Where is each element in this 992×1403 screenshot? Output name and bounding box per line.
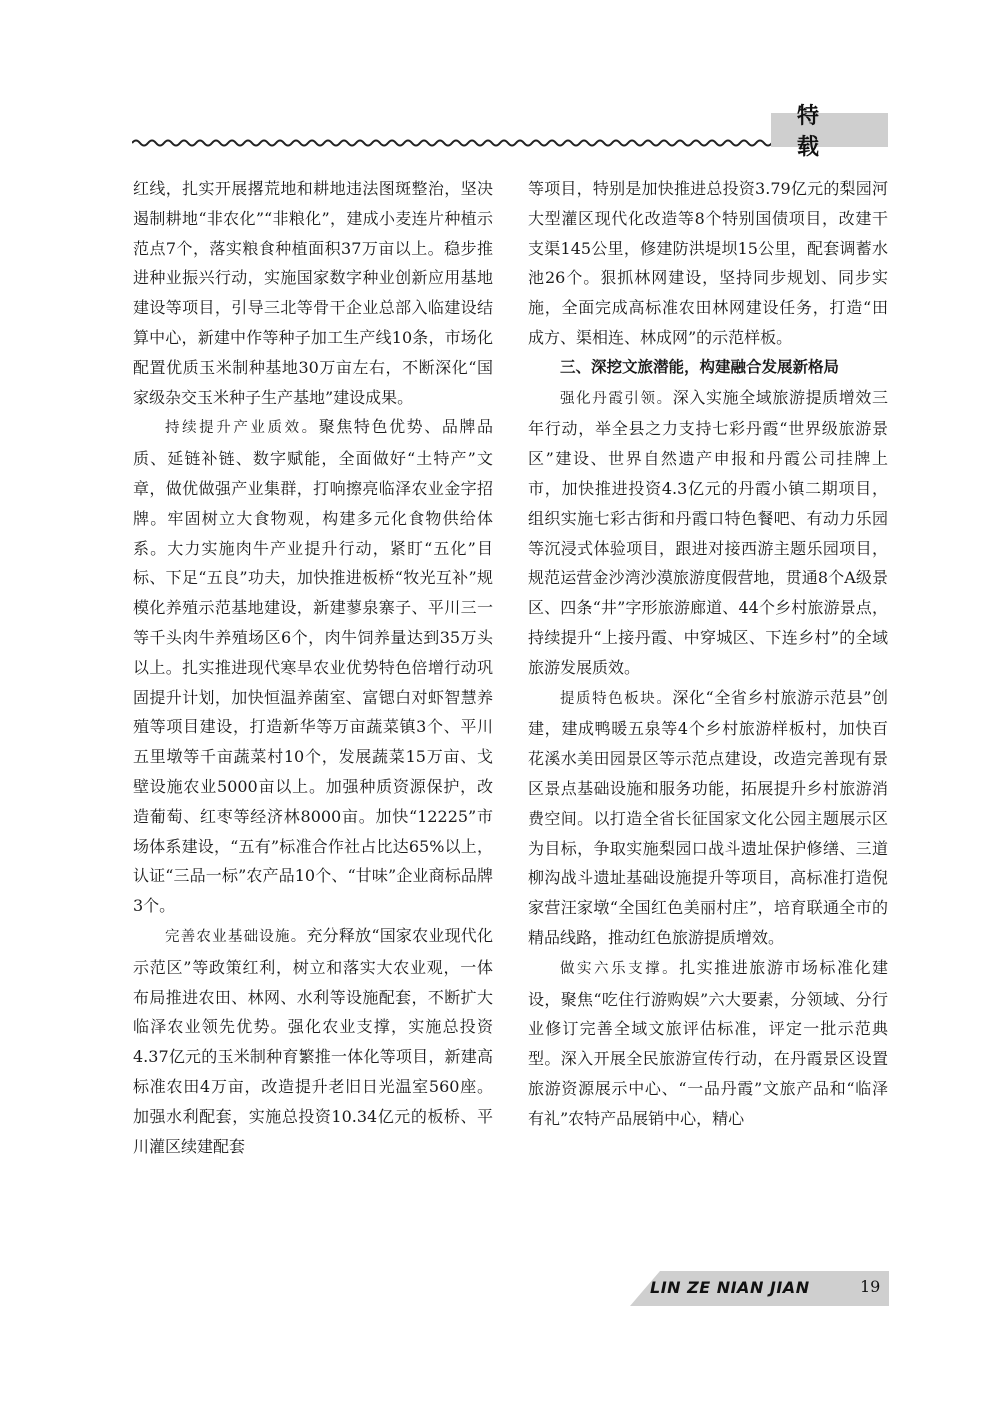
page-number: 19 xyxy=(860,1277,881,1296)
paragraph-lead: 强化丹霞引领。 xyxy=(560,390,673,407)
paragraph xyxy=(528,683,888,953)
paragraph-body: 充分释放“国家农业现代化示范区”等政策红利，树立和落实大农业观，一体布局推进农田、林网、水利等设施配套，不断扩大临泽农业领先优势。强化农业支撑，实施总投资4.37亿元的玉米制种育繁推一体化等项目，新建高标准农田4万亩，改造提升老旧日光温室560座。加强水利配套，实施总投资10.34亿元的板桥、平川灌区续建配套 xyxy=(133,925,494,1156)
paragraph-body: 扎实推进旅游市场标准化建设，聚焦“吃住行游购娱”六大要素，分领域、分行业修订完善全域文旅评估标准，评定一批示范典型。深入开展全民旅游宣传行动，在丹霞景区设置旅游资源展示中心、“一品丹霞”文旅产品和“临泽有礼”农特产品展销中心，精心 xyxy=(528,957,888,1128)
paragraph-body: 深化“全省乡村旅游示范县”创建，建成鸭暖五泉等4个乡村旅游样板村，加快百花溪水美田园景区等示范点建设，改造完善现有景区景点基础设施和服务功能，拓展提升乡村旅游消费空间。以打造全省长征国家文化公园主题展示区为目标，争取实施梨园口战斗遗址保护修缮、三道柳沟战斗遗址基础设施提升等项目，高标准打造倪家营汪家墩“全国红色美丽村庄”，培育联通全市的精品线路，推动红色旅游提质增效。 xyxy=(528,687,888,947)
paragraph: 等项目，特别是加快推进总投资3.79亿元的梨园河大型灌区现代化改造等8个特别国债项目，改建干支渠145公里，修建防洪堤坝15公里，配套调蓄水池26个。狠抓林网建设，坚持同步规划、同步实施，全面完成高标准农田林网建设任务，打造“田成方、渠相连、林成网”的示范样板。 xyxy=(528,179,888,347)
left-column xyxy=(133,174,493,1161)
section-tag xyxy=(771,104,888,160)
paragraph-body: 聚焦特色优势、品牌品质、延链补链、数字赋能，全面做好“土特产”文章，做优做强产业集群，打响擦亮临泽农业金字招牌。牢固树立大食物观，构建多元化食物供给体系。大力实施肉牛产业提升行动，紧盯“五化”目标、下足“五良”功夫，加快推进板桥“牧光互补”规模化养殖示范基地建设，新建蓼泉寨子、平川三一等千头肉牛养殖场区6个，肉牛饲养量达到35万头以上。扎实推进现代寒旱农业优势特色倍增行动巩固提升计划，加快恒温养菌室、富锶白对虾智慧养殖等项目建设，打造新华等万亩蔬菜镇3个、平川五里墩等千亩蔬菜村10个，发展蔬菜15万亩、戈壁设施农业5000亩以上。加强种质资源保护，改造葡萄、红枣等经济林8000亩。加快“12225”市场体系建设，“五有”标准合作社占比达65%以上，认证“三品一标”农产品10个、“甘味”企业商标品牌3个。 xyxy=(133,417,493,916)
paragraph xyxy=(133,921,493,1161)
paragraph xyxy=(528,953,888,1134)
paragraph-lead: 完善农业基础设施。 xyxy=(165,928,307,945)
paragraph-lead: 提质特色板块。 xyxy=(560,690,673,707)
paragraph xyxy=(528,383,888,683)
paragraph-body: 深入实施全域旅游提质增效三年行动，举全县之力支持七彩丹霞“世界级旅游景区”建设、世界自然遗产申报和丹霞公司挂牌上市，加快推进投资4.3亿元的丹霞小镇二期项目，组织实施七彩古街和丹霞口特色餐吧、有动力乐园等沉浸式体验项目，跟进对接西游主题乐园项目，规范运营金沙湾沙漠旅游度假营地，贯通8个A级景区、四条“井”字形旅游廊道、44个乡村旅游景点，持续提升“上接丹霞、中穿城区、下连乡村”的全域旅游发展质效。 xyxy=(528,387,888,677)
paragraph-lead: 做实六乐支撑。 xyxy=(560,960,680,977)
right-column xyxy=(528,174,888,1134)
section-heading: 三、深挖文旅潜能，构建融合发展新格局 xyxy=(560,357,840,376)
journal-title: LIN ZE NIAN JIAN xyxy=(650,1278,810,1297)
paragraph-lead: 持续提升产业质效。 xyxy=(165,420,319,437)
section-tag-label: 特 载 xyxy=(797,104,846,160)
paragraph: 红线，扎实开展撂荒地和耕地违法图斑整治，坚决遏制耕地“非农化”“非粮化”，建成小麦连片种植示范点7个，落实粮食种植面积37万亩以上。稳步推进种业振兴行动，实施国家数字种业创新应用基地建设等项目，引导三北等骨干企业总部入临建设结算中心，新建中作等种子加工生产线10条，市场化配置优质玉米制种基地30万亩左右，不断深化“国家级杂交玉米种子生产基地”建设成果。 xyxy=(133,179,493,407)
paragraph xyxy=(133,412,493,921)
header-wave-rule xyxy=(132,136,772,150)
page-footer xyxy=(630,1271,889,1306)
